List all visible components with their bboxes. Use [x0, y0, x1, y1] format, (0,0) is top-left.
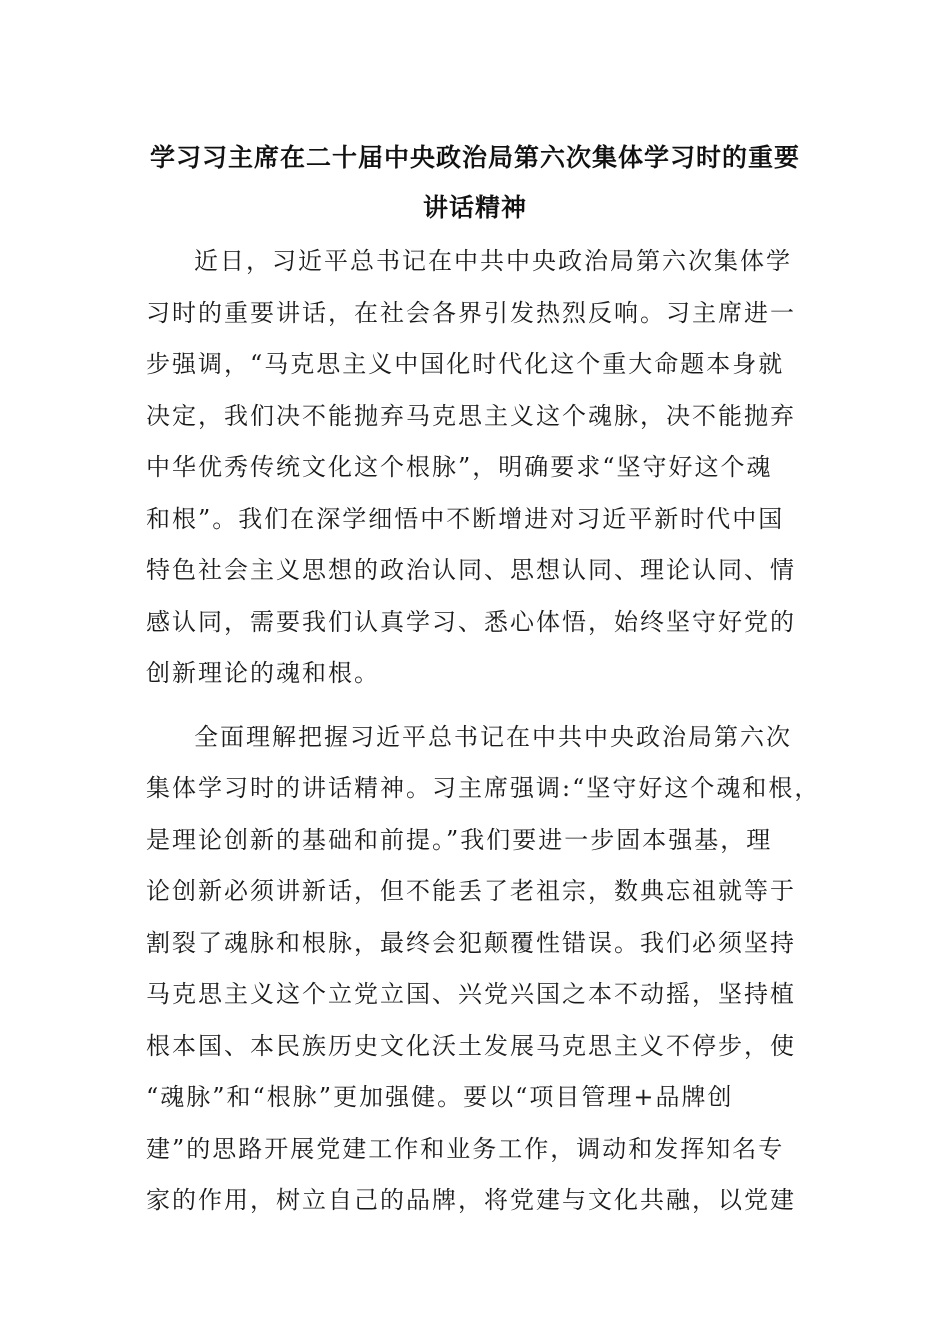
- document-title-line-2: 讲话精神: [422, 193, 527, 222]
- text-line: 集体学习时的讲话精神。习主席强调:“坚守好这个魂和根，: [146, 774, 821, 802]
- text-line: 建”的思路开展党建工作和业务工作，调动和发挥知名专: [146, 1134, 785, 1163]
- paragraph-spacer: [146, 700, 826, 712]
- text-line: “魂脉”和“根脉”更加强健。要以“项目管理+品牌创: [146, 1083, 734, 1111]
- text-line: 步强调，“马克思主义中国化时代化这个重大命题本身就: [146, 350, 785, 378]
- text-line: 感认同，需要我们认真学习、悉心体悟，始终坚守好党的: [146, 607, 796, 636]
- text-line: 中华优秀传统文化这个根脉”，明确要求“坚守好这个魂: [146, 453, 773, 481]
- text-line: 和根”。我们在深学细悟中不断增进对习近平新时代中国: [146, 504, 785, 533]
- text-line: 特色社会主义思想的政治认同、思想认同、理论认同、情: [146, 556, 796, 584]
- paragraph-2: [146, 712, 826, 1227]
- text-line: 创新理论的魂和根。: [146, 659, 380, 687]
- text-line: 论创新必须讲新话，但不能丢了老祖宗，数典忘祖就等于: [146, 877, 796, 905]
- document-body: [146, 236, 826, 1227]
- text-line: 根本国、本民族历史文化沃土发展马克思主义不停步，使: [146, 1031, 796, 1060]
- paragraph-1: [146, 236, 826, 700]
- text-line: 马克思主义这个立党立国、兴党兴国之本不动摇，坚持植: [146, 980, 796, 1008]
- text-line: 习时的重要讲话，在社会各界引发热烈反响。习主席进一: [146, 298, 796, 327]
- text-line: 全面理解把握习近平总书记在中共中央政治局第六次: [194, 722, 792, 751]
- document-title-line-1: 学习习主席在二十届中央政治局第六次集体学习时的重要: [149, 143, 800, 172]
- text-line: 割裂了魂脉和根脉，最终会犯颠覆性错误。我们必须坚持: [146, 928, 796, 957]
- text-line: 家的作用，树立自己的品牌，将党建与文化共融，以党建: [146, 1186, 796, 1214]
- text-line: 近日，习近平总书记在中共中央政治局第六次集体学: [194, 247, 792, 275]
- text-line: 决定，我们决不能抛弃马克思主义这个魂脉，决不能抛弃: [146, 401, 796, 430]
- text-line: 是理论创新的基础和前提。”我们要进一步固本强基，理: [146, 825, 773, 854]
